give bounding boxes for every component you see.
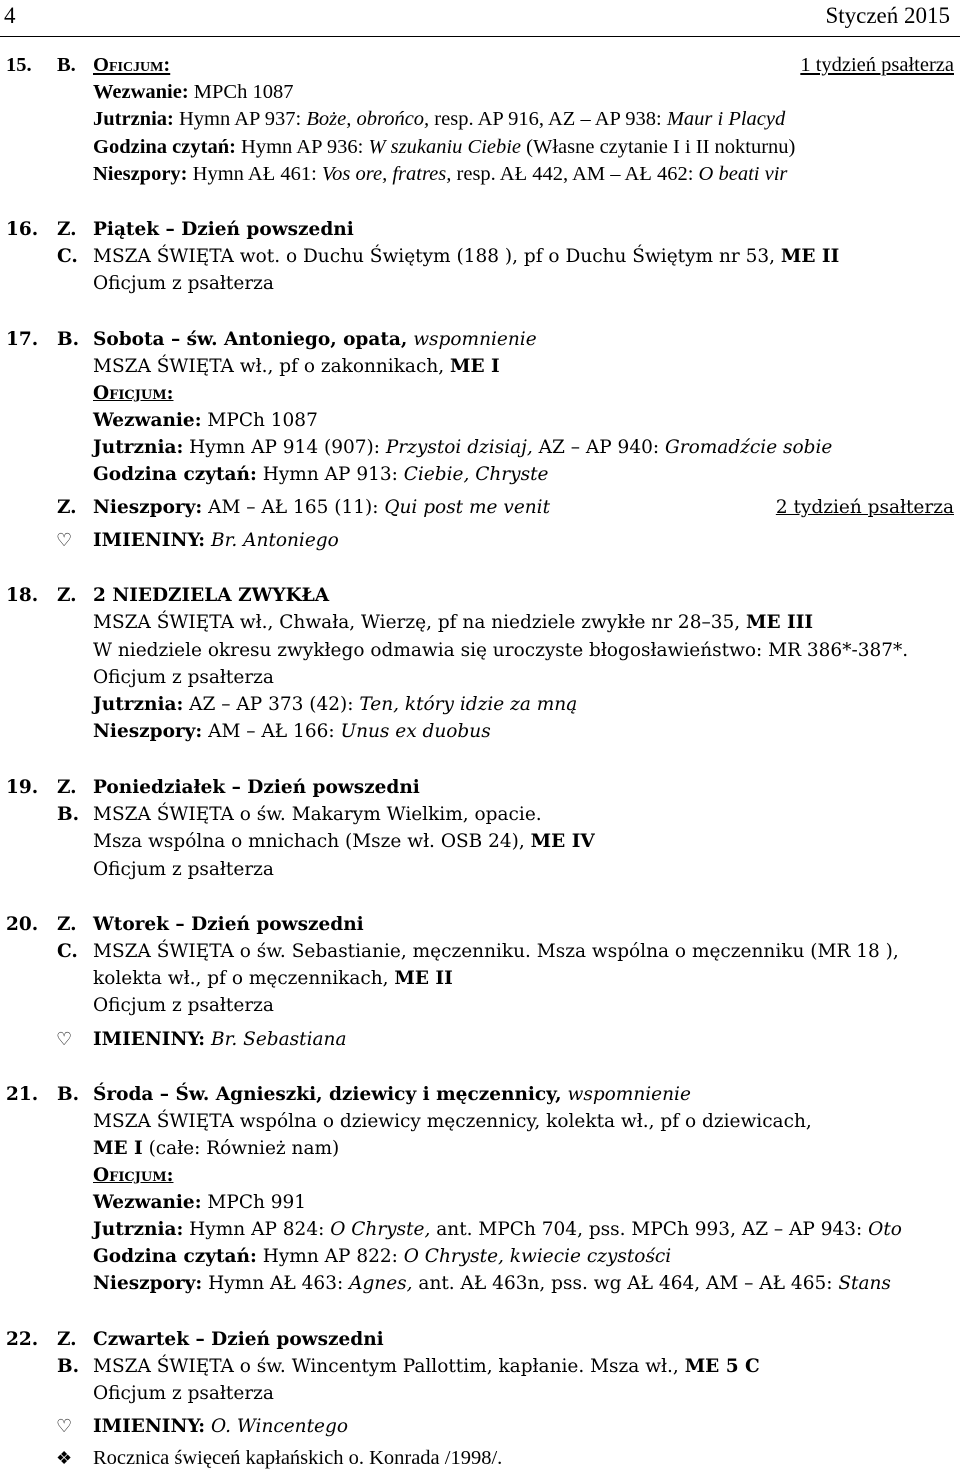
mass-text: MSZA ŚWIĘTA wspólna o dziewicy męczennicy, kolekta wł., pf o dziewicach, [93,1111,812,1132]
imieniny-name: O. Wincentego [205,1416,348,1437]
godzina-text: (Własne czytanie I i II nokturnu) [521,136,796,158]
day-letter: Z. [57,777,77,798]
day-17-header [0,326,960,353]
mass-preface: ME III [746,612,813,633]
day-21-header [0,1081,960,1108]
godzina-text: Hymn AP 913: [256,464,404,485]
day-letter: B. [57,54,76,76]
imieniny-label: IMIENINY: [93,530,206,551]
antiphon-title: Stans [838,1273,891,1294]
mass-text: MSZA ŚWIĘTA wł., Chwała, Wierzę, pf na niedziele zwykłe nr 28–35, [93,612,747,633]
day-17-wezwanie [0,407,960,434]
imieniny-label: IMIENINY: [93,1029,206,1050]
day-17-oficjum-heading [0,380,960,407]
nieszpory-text: AM – AŁ 165 (11): [202,497,385,518]
day-number: 16. [6,219,39,240]
day-16-msza [0,243,960,270]
imieniny-name: Br. Antoniego [205,530,339,551]
nieszpory-label: Nieszpory: [93,1273,203,1294]
page-number: 4 [4,3,16,28]
hymn-title: Przystoi dzisiaj, [385,437,533,458]
day-19-oficjum [0,856,960,883]
day-17-nieszpory [0,494,960,521]
nieszpory-text: AM – AŁ 166: [202,721,341,742]
jutrznia-text: ant. MPCh 704, pss. MPCh 993, AZ – AP 943: [430,1219,869,1240]
heart-icon: ♡ [56,530,73,551]
jutrznia-text: Hymn AP 824: [183,1219,331,1240]
day-18-note [0,637,960,664]
mass-color-letter: C. [57,246,78,267]
day-21-nieszpory [0,1270,960,1297]
day-17-imieniny [0,527,960,554]
day-letter: Z. [57,219,77,240]
mass-color-letter: B. [57,1356,80,1377]
jutrznia-text: Hymn AP 914 (907): [183,437,386,458]
mass-text: kolekta wł., pf o męczennikach, [93,968,395,989]
oficjum-heading: Oficjum: [93,1165,174,1186]
day-16-header [0,216,960,243]
jutrznia-text: AZ – AP 373 (42): [183,694,360,715]
antiphon-title: O beati vir [698,163,788,185]
hymn-title: O Chryste, kwiecie czystości [403,1246,672,1267]
nieszpory-text: ant. AŁ 463n, pss. wg AŁ 464, AM – AŁ 465: [412,1273,839,1294]
day-20-msza-2 [0,965,960,992]
day-letter: B. [57,1084,80,1105]
wezwanie-label: Wezwanie: [93,410,202,431]
day-letter: Z. [57,497,77,518]
godzina-text: Hymn AP 936: [235,136,369,158]
day-20-oficjum [0,992,960,1019]
day-18-nieszpory [0,718,960,745]
godzina-czytan-label: Godzina czytań: [93,464,257,485]
nieszpory-label: Nieszpory: [93,721,203,742]
day-title: Sobota – św. Antoniego, opata, [93,329,408,350]
heart-icon: ♡ [56,1416,73,1437]
day-letter: B. [57,329,80,350]
godzina-text: Hymn AP 822: [256,1246,404,1267]
mass-color-letter: B. [57,804,80,825]
wezwanie-label: Wezwanie: [93,1192,202,1213]
hymn-title: Vos ore, fratres, [321,163,452,185]
hymn-title: Ciebie, Chryste [403,464,549,485]
day-22-header [0,1326,960,1353]
mass-text: (całe: Również nam) [142,1138,340,1159]
day-20-msza [0,938,960,965]
heart-icon: ♡ [56,1029,73,1050]
day-22-oficjum [0,1380,960,1407]
day-17-godzina-czytan [0,461,960,488]
mass-text: MSZA ŚWIĘTA o św. Sebastianie, męczenniku. Msza wspólna o męczenniku (MR 18 ), [93,941,899,962]
anniversary-note: Rocznica święceń kapłańskich o. Konrada /1998/. [93,1447,503,1469]
day-number: 18. [6,585,39,606]
oficjum-heading: Oficjum: [93,54,171,76]
jutrznia-text: Hymn AP 937: [173,108,307,130]
nieszpory-text: Hymn AŁ 463: [202,1273,350,1294]
mass-text: MSZA ŚWIĘTA o św. Makarym Wielkim, opacie. [93,804,542,825]
day-22-msza [0,1353,960,1380]
day-title: Piątek – Dzień powszedni [93,219,354,240]
rank: wspomnienie [407,329,537,350]
wezwanie-value: MPCh 1087 [188,81,294,103]
mass-preface: ME I [93,1138,143,1159]
day-17-msza [0,353,960,380]
day-letter: Z. [57,914,77,935]
day-19-msza-2 [0,828,960,855]
day-21-jutrznia [0,1216,960,1243]
wezwanie-label: Wezwanie: [93,81,189,103]
nieszpory-text: resp. AŁ 442, AM – AŁ 462: [451,163,699,185]
day-19-header [0,774,960,801]
day-21-godzina-czytan [0,1243,960,1270]
day-22-anniversary [0,1445,960,1472]
day-number: 19. [6,777,39,798]
day-title: Wtorek – Dzień powszedni [93,914,364,935]
day-title: Środa – Św. Agnieszki, dziewicy i męczennicy, [93,1084,562,1105]
day-number: 20. [6,914,39,935]
jutrznia-label: Jutrznia: [93,108,174,130]
hymn-title: O Chryste, [330,1219,431,1240]
oficjum-note: Oficjum z psałterza [93,995,274,1016]
godzina-czytan-label: Godzina czytań: [93,1246,257,1267]
day-18-msza [0,609,960,636]
jutrznia-label: Jutrznia: [93,694,184,715]
jutrznia-text: AZ – AP 940: [532,437,665,458]
day-15-jutrznia [0,106,960,133]
day-17-jutrznia [0,434,960,461]
day-18-header [0,582,960,609]
day-16-oficjum [0,270,960,297]
oficjum-note: Oficjum z psałterza [93,667,274,688]
godzina-czytan-label: Godzina czytań: [93,136,236,158]
day-19-msza [0,801,960,828]
day-number: 17. [6,329,39,350]
day-number: 21. [6,1084,39,1105]
oficjum-heading: Oficjum: [93,383,174,404]
mass-color-letter: C. [57,941,78,962]
day-number: 15. [6,54,32,76]
wezwanie-value: MPCh 991 [201,1192,307,1213]
antiphon-title: Gromadźcie sobie [665,437,833,458]
jutrznia-label: Jutrznia: [93,437,184,458]
mass-text: MSZA ŚWIĘTA o św. Wincentym Pallottim, kapłanie. Msza wł., [93,1356,685,1377]
day-15-header [0,52,960,79]
day-20-imieniny [0,1026,960,1053]
nieszpory-label: Nieszpory: [93,163,188,185]
antiphon-title: Maur i Placyd [666,108,786,130]
mass-preface: ME 5 C [684,1356,760,1377]
oficjum-note: Oficjum z psałterza [93,273,274,294]
antiphon-title: Unus ex duobus [340,721,491,742]
day-title: 2 NIEDZIELA ZWYKŁA [93,585,330,606]
diamond-bullet-icon: ❖ [56,1448,73,1468]
psalter-week: 1 tydzień psałterza [800,54,954,76]
mass-text: MSZA ŚWIĘTA wot. o Duchu Świętym (188 ), pf o Duchu Świętym nr 53, [93,246,781,267]
day-title: Poniedziałek – Dzień powszedni [93,777,420,798]
nieszpory-text: Hymn AŁ 461: [187,163,322,185]
day-18-jutrznia [0,691,960,718]
day-15-godzina-czytan [0,134,960,161]
day-21-oficjum-heading [0,1162,960,1189]
antiphon-title: Oto [868,1219,902,1240]
day-number: 22. [6,1329,39,1350]
antiphon-title: Qui post me venit [384,497,551,518]
imieniny-label: IMIENINY: [93,1416,206,1437]
day-18-oficjum [0,664,960,691]
hymn-title: Boże, obrońco, [306,108,430,130]
day-15-wezwanie [0,79,960,106]
mass-preface: ME IV [530,831,595,852]
page-header [0,0,960,37]
day-15-nieszpory [0,161,960,188]
mass-text: MSZA ŚWIĘTA wł., pf o zakonnikach, [93,356,450,377]
day-21-wezwanie [0,1189,960,1216]
hymn-title: Agnes, [349,1273,413,1294]
oficjum-note: Oficjum z psałterza [93,859,274,880]
day-20-header [0,911,960,938]
month-title: Styczeń 2015 [825,3,950,28]
day-title: Czwartek – Dzień powszedni [93,1329,384,1350]
jutrznia-text: resp. AP 916, AZ – AP 938: [429,108,667,130]
day-letter: Z. [57,585,77,606]
day-letter: Z. [57,1329,77,1350]
mass-preface: ME II [780,246,840,267]
day-21-msza-2 [0,1135,960,1162]
nieszpory-label: Nieszpory: [93,497,203,518]
mass-text: Msza wspólna o mnichach (Msze wł. OSB 24), [93,831,531,852]
day-22-imieniny [0,1413,960,1440]
antiphon-title: Ten, który idzie za mną [359,694,578,715]
hymn-title: W szukaniu Ciebie [368,136,522,158]
mass-preface: ME I [450,356,500,377]
rank: wspomnienie [561,1084,691,1105]
day-21-msza [0,1108,960,1135]
psalter-week: 2 tydzień psałterza [775,497,954,518]
oficjum-note: Oficjum z psałterza [93,1383,274,1404]
imieniny-name: Br. Sebastiana [205,1029,347,1050]
wezwanie-value: MPCh 1087 [201,410,318,431]
jutrznia-label: Jutrznia: [93,1219,184,1240]
mass-preface: ME II [394,968,453,989]
blessing-note: W niedziele okresu zwykłego odmawia się uroczyste błogosławieństwo: MR 386*-387*. [93,640,909,661]
